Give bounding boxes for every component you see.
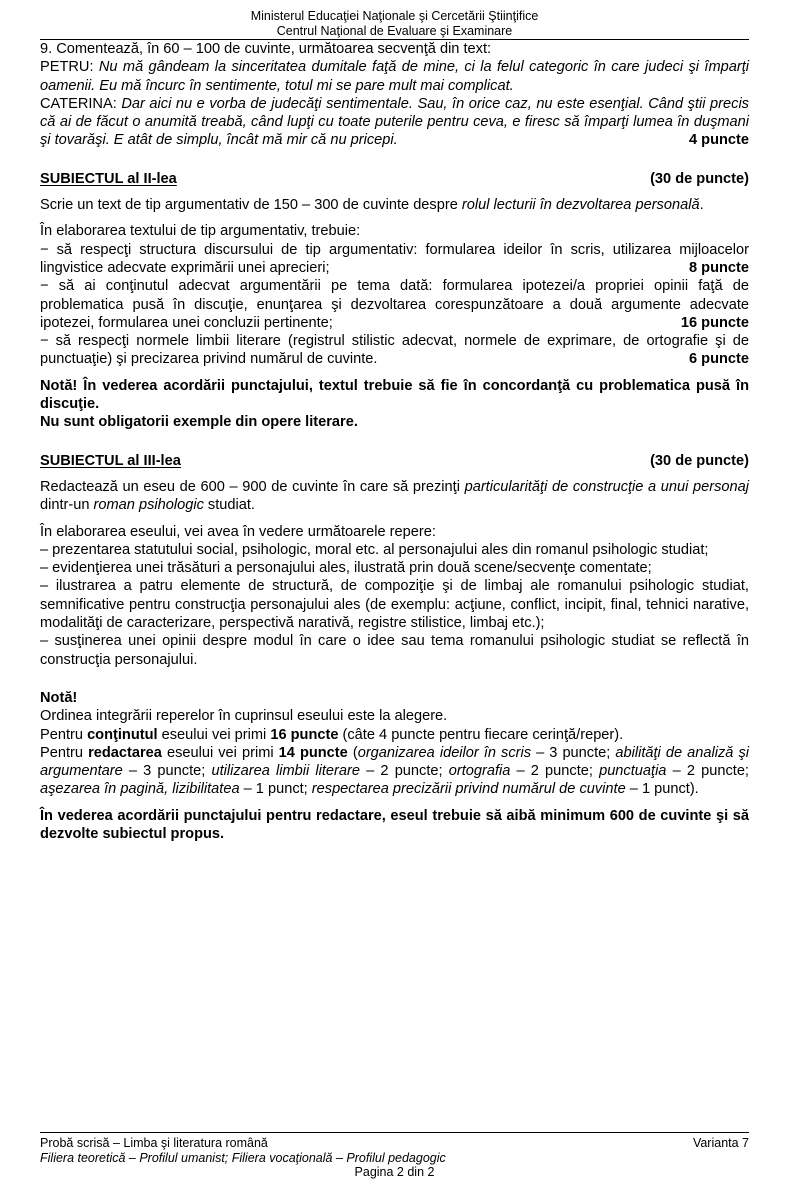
caterina-text: Dar aici nu e vorba de judecăţi sentimentale. Sau, în orice caz, nu este esenţial. Când ştii precis că ai de făcut o anumită treabă, când lupţi cu toate puterile pentru ceva, e firesc să împarţi lumea în duşmani şi tovarăşi. E atât de simplu, încât mă mir că nu pricepi. [40,95,749,149]
content-points: 16 puncte [270,726,339,743]
subject-2-note: Notă! În vederea acordării punctajului, textul trebuie să fie în concordanţă cu problematica pusă în discuţie. [40,377,749,413]
ministry-name: Ministerul Educaţiei Naţionale şi Cercetării Ştiinţifice [250,9,539,23]
page-number: Pagina 2 din 2 [354,1165,435,1179]
exam-page [40,0,749,843]
redaction-text: – 3 puncte; [122,763,212,780]
subject-3-final-note: În vederea acordării punctajului pentru redactare, eseul trebuie să aibă minimum 600 de cuvinte şi să dezvolte subiectul propus. [40,807,749,842]
petru-line [40,58,749,95]
subject-2-topic: rolul lecturii în dezvoltarea personală [461,197,700,214]
redaction-criterion: ortografia [448,763,511,780]
subject-2-item [40,332,749,369]
subject-2-item [40,241,749,278]
subject-3 [40,452,749,844]
exam-name: Probă scrisă – Limba şi literatura română [40,1136,268,1150]
redaction-criterion: utilizarea limbii literare [211,763,361,780]
caterina-line [40,95,749,150]
subject-3-novel-type: roman psihologic [93,497,204,514]
subject-2-item-text: − să ai conţinutul adecvat argumentării pe tema dată: formularea ipotezei/a propriei opinii faţă de problematica pusă în discuţie, enunţarea şi dezvoltarea corespunzătoare a două argumente adecvate ipotezei, formularea unei concluzii pertinente; [40,278,749,331]
subject-3-title-row [40,452,749,470]
page-footer [40,1132,749,1180]
redaction-text: – 3 puncte; [531,744,616,761]
subject-2-item-points: 16 puncte [680,314,749,331]
content-text: Pentru [40,726,88,743]
subject-3-intro-end: studiat. [203,497,255,514]
subject-3-note-title: Notă! [40,689,78,706]
subject-3-intro-mid: dintr-un [40,497,94,514]
exam-track: Filiera teoretică – Profilul umanist; Filiera vocaţională – Profilul pedagogic [40,1150,446,1165]
subject-3-lead: În elaborarea eseului, vei avea în vedere următoarele repere: [40,523,436,540]
subject-3-item: – ilustrarea a patru elemente de structură, de compoziţie şi de limbaj ale romanului psihologic studiat, semnificative pentru construcţia personajului ales (de exemplu: acţiune, conflict, incipit, final, tehnici narative, modalităţi de caracterizare, perspectivă narativă, registre stilistice, limbaj etc.); [40,578,749,632]
variant-label: Varianta 7 [692,1136,749,1150]
redaction-criterion: organizarea ideilor în scris [357,744,532,761]
subject-3-title: SUBIECTUL al III-lea [40,452,181,469]
footer-divider [40,1132,749,1133]
content-text: (câte 4 puncte pentru fiecare cerinţă/reper). [338,726,624,743]
redaction-text: – 1 punct). [625,781,699,798]
redaction-text: – 2 puncte; [360,763,449,780]
redaction-criterion: punctuaţia [599,763,667,780]
subject-2-lead: În elaborarea textului de tip argumentativ, trebuie: [40,223,361,240]
redaction-criterion: respectarea precizării privind numărul de cuvinte [311,781,626,798]
subject-2-points: (30 de puncte) [650,170,749,187]
question-9 [40,40,749,150]
subject-3-order: Ordinea integrării reperelor în cuprinsul eseului este la alegere. [40,708,448,725]
question-9-prompt: 9. Comentează, în 60 – 100 de cuvinte, următoarea secvenţă din text: [40,41,492,57]
subject-2-item-points: 6 puncte [688,351,749,368]
redaction-bold: redactarea [88,744,162,761]
subject-2-title-row [40,170,749,188]
redaction-text: – 2 puncte; [510,763,600,780]
subject-2 [40,170,749,432]
redaction-points: 14 puncte [278,744,348,761]
redaction-text: – 1 punct; [239,781,312,798]
petru-text: Nu mă gândeam la sinceritatea dumitale faţă de mine, ci la felul categoric în care judeci şi împarţi oamenii. Eu mă încurc în sentimente, totul mi se pare mult mai complicat. [40,59,749,94]
redaction-text: eseului vei primi [161,744,279,761]
subject-2-note-examples: Nu sunt obligatorii exemple din opere literare. [40,414,358,431]
subject-3-intro [40,478,749,515]
subject-2-item-points: 8 puncte [688,259,749,276]
petru-speaker: PETRU: [40,59,99,76]
redaction-criterion: aşezarea în pagină, lizibilitatea [40,781,240,798]
redaction-text: Pentru [40,744,89,761]
subject-3-intro-text: Redactează un eseu de 600 – 900 de cuvinte în care să prezinţi [40,478,465,495]
subject-3-item: – prezentarea statutului social, psihologic, moral etc. al personajului ales din romanul psihologic studiat; [40,541,709,558]
subject-3-content-points [40,726,749,744]
question-9-points: 4 puncte [688,132,749,149]
footer-row [40,1136,749,1151]
subject-2-item-text: − să respecţi normele limbii literare (registrul stilistic adecvat, normele de exprimare, de ortografie şi de punctuaţie) şi precizarea privind numărul de cuvinte. [40,333,749,368]
subject-3-topic: particularităţi de construcţie a unui personaj [464,478,749,495]
redaction-text: – 2 puncte; [666,763,749,780]
subject-3-points: (30 de puncte) [650,452,749,469]
page-header [40,0,749,38]
content-text: eseului vei primi [157,726,271,743]
center-name: Centrul Naţional de Evaluare şi Examinare [276,23,513,38]
content-bold: conţinutul [87,726,158,743]
subject-3-item: – evidenţierea unei trăsături a personajului ales, ilustrată prin două scene/secvenţe comentate; [40,560,652,577]
subject-2-intro-end: . [699,197,704,214]
subject-3-item: – susţinerea unei opinii despre modul în care o idee sau tema romanului psihologic studiat se reflectă în construcţia personajului. [40,633,749,668]
subject-2-intro-text: Scrie un text de tip argumentativ de 150 – 300 de cuvinte despre [40,197,462,214]
redaction-text: ( [347,744,358,761]
subject-2-title: SUBIECTUL al II-lea [40,170,177,187]
caterina-speaker: CATERINA: [40,95,122,112]
redaction-criterion: abilităţi de analiză şi argumentare [40,744,749,780]
subject-2-item-text: − să respecţi structura discursului de tip argumentativ: formularea ideilor în scris, utilizarea mijloacelor lingvistice adecvate exprimării unei aprecieri; [40,241,749,276]
subject-2-item [40,277,749,332]
subject-2-intro [40,196,749,214]
subject-3-redaction-points [40,744,749,799]
